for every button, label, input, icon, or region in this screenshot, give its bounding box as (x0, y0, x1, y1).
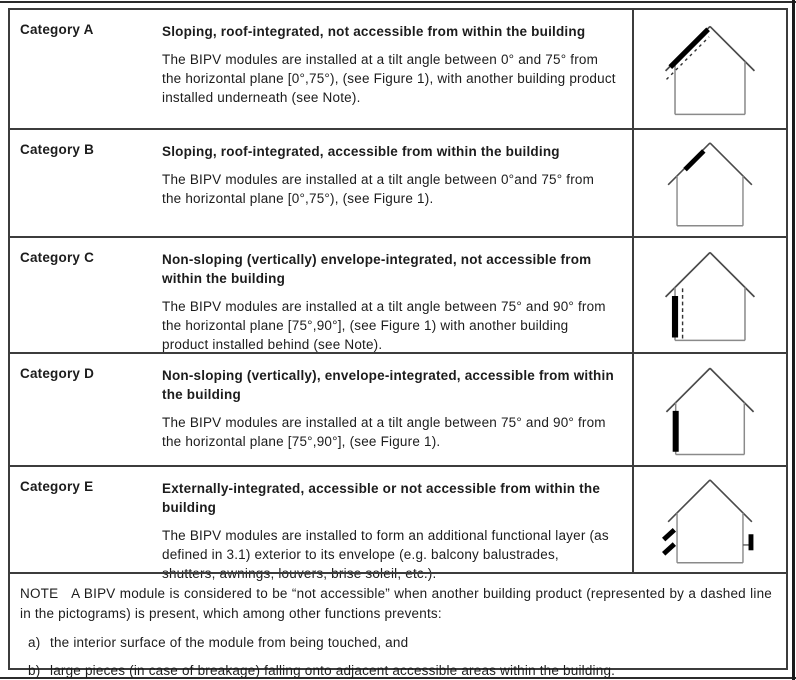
category-d-pictogram-cell (632, 354, 786, 465)
table-row-category-a (10, 10, 786, 128)
table-row-note (10, 572, 786, 678)
note-item-a-marker: a) (28, 635, 41, 650)
house-sloped-roof-module-with-dashed-underlay-icon (635, 17, 785, 121)
note-item-b-marker: b) (28, 663, 41, 678)
note-item-b (20, 661, 772, 680)
note-item-a (20, 633, 772, 652)
category-e-description-cell (160, 467, 632, 581)
house-vertical-wall-module-with-dashed-backing-icon (635, 243, 785, 347)
category-b-description: The BIPV modules are installed at a tilt angle between 0°and 75° from the horizontal plane [0°,75°), (see Figure 1). (162, 172, 595, 206)
table-row-category-e (10, 465, 786, 581)
category-c-description: The BIPV modules are installed at a tilt angle between 75° and 90° from the horizontal plane [75°,90°], (see Figure 1) with another building product installed behind (see Note). (162, 299, 606, 352)
category-e-description: The BIPV modules are installed to form an additional functional layer (as defined in 3.1) exterior to its envelope (e.g. balcony balustrades, shutters, awnings, louvers, brise soleil, etc.). (162, 528, 609, 581)
category-a-label: Category A (20, 22, 94, 37)
table-row-category-c (10, 236, 786, 352)
category-a-pictogram-cell (632, 10, 786, 128)
note-text: A BIPV module is considered to be “not accessible” when another building product (represented by a dashed line in the pictograms) is present, which among other functions prevents: (20, 586, 772, 621)
category-a-title: Sloping, roof-integrated, not accessible from within the building (162, 24, 586, 39)
house-external-louvers-and-balustrade-module-icon (635, 471, 785, 569)
category-c-pictogram-cell (632, 238, 786, 352)
category-d-title: Non-sloping (vertically), envelope-integrated, accessible from within the building (162, 368, 614, 402)
category-c-label: Category C (20, 250, 95, 265)
category-a-description-cell (160, 10, 632, 128)
page-edge-right-line (792, 0, 795, 680)
category-a-description: The BIPV modules are installed at a tilt angle between 0° and 75° from the horizontal plane [0°,75°), (see Figure 1), with another building product installed underneath (see Note). (162, 52, 616, 105)
category-b-label: Category B (20, 142, 95, 157)
category-b-pictogram-cell (632, 130, 786, 236)
note-label: NOTE (20, 586, 59, 601)
category-e-pictogram-cell (632, 467, 786, 572)
note-item-b-text: large pieces (in case of breakage) falling onto adjacent accessible areas within the building. (50, 663, 616, 678)
house-sloped-roof-partial-module-icon (635, 134, 785, 232)
category-c-description-cell (160, 238, 632, 352)
category-b-title: Sloping, roof-integrated, accessible from within the building (162, 144, 560, 159)
category-c-title: Non-sloping (vertically) envelope-integrated, not accessible from within the building (162, 252, 592, 286)
page-edge-top-line (0, 1, 796, 3)
category-b-description-cell (160, 130, 632, 236)
table-row-category-b (10, 128, 786, 236)
category-d-description-cell (160, 354, 632, 465)
category-d-description: The BIPV modules are installed at a tilt angle between 75° and 90° from the horizontal plane [75°,90°], (see Figure 1). (162, 415, 606, 449)
note-paragraph (20, 584, 772, 624)
note-item-a-text: the interior surface of the module from being touched, and (50, 635, 409, 650)
table-row-category-d (10, 352, 786, 465)
category-d-label: Category D (20, 366, 95, 381)
house-vertical-wall-module-icon (635, 359, 785, 461)
category-e-title: Externally-integrated, accessible or not accessible from within the building (162, 481, 601, 515)
category-e-label: Category E (20, 479, 94, 494)
bipv-category-table (8, 8, 788, 678)
